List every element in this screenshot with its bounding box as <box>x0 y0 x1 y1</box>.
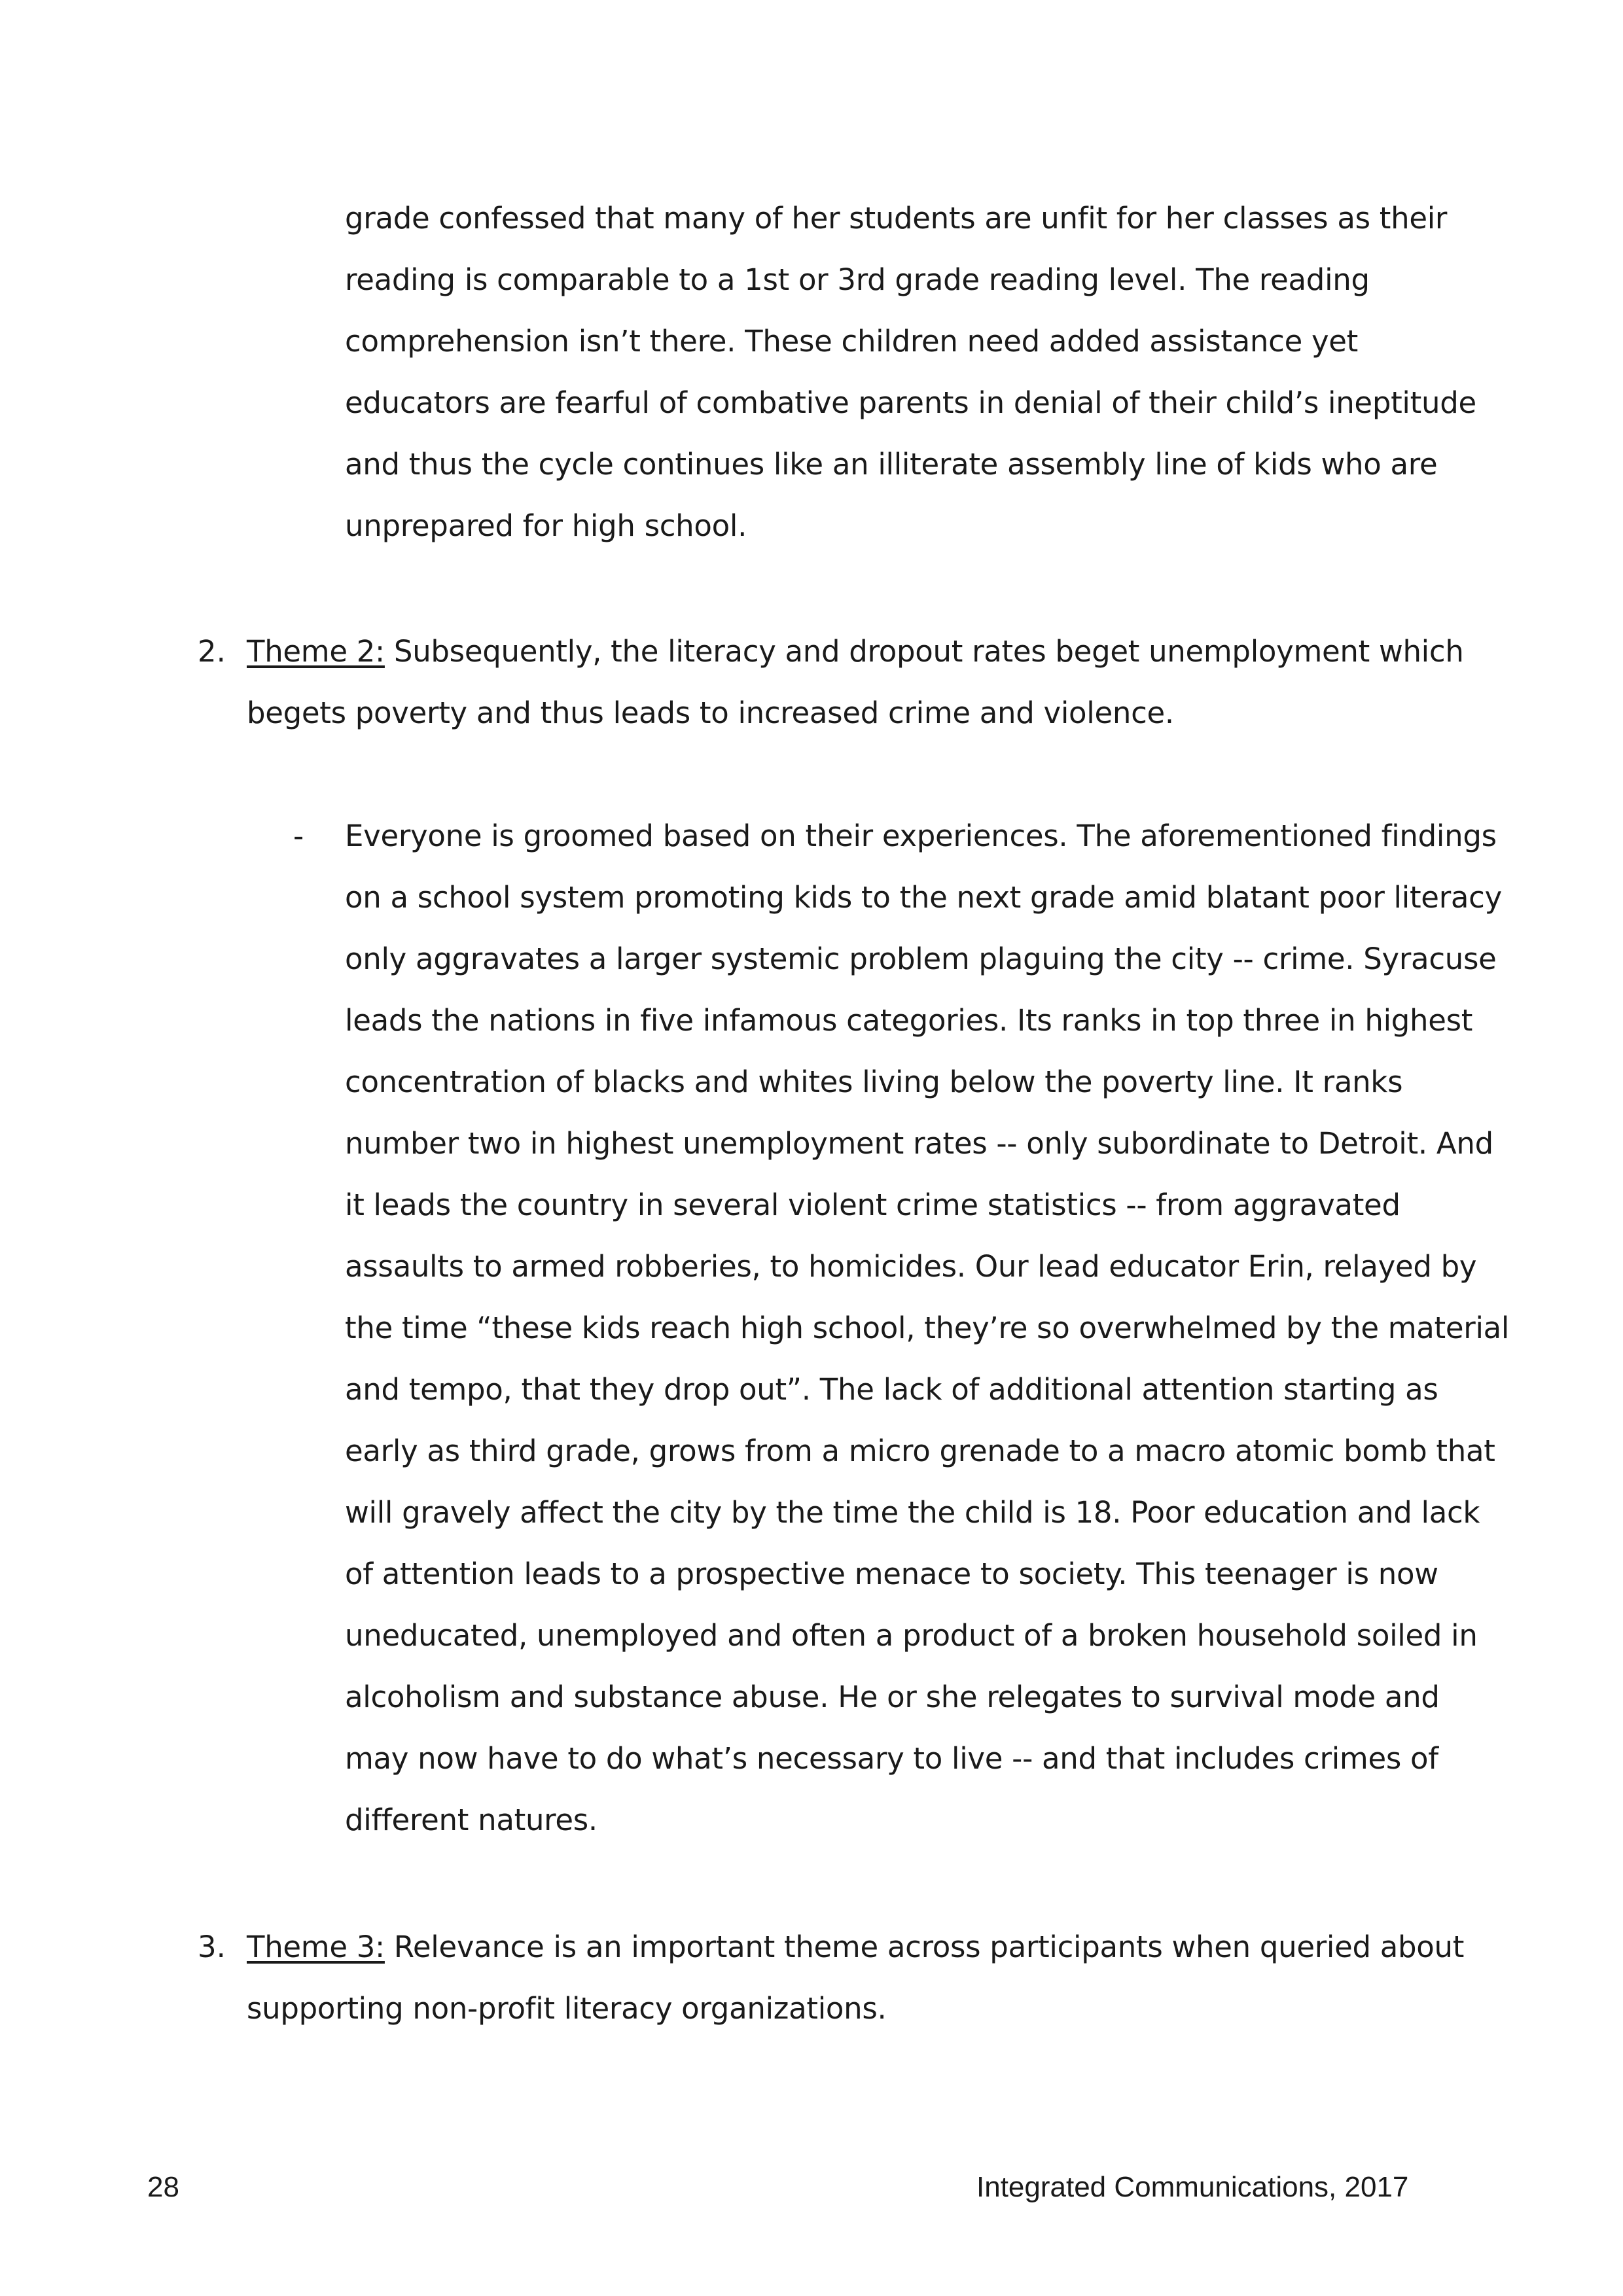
theme-3-item <box>247 1916 1490 2040</box>
continuation-paragraph: grade confessed that many of her students are unfit for her classes as their reading is comparable to a 1st or 3rd grade reading level. The reading comprehension isn’t there. These children need added assistance yet educators are fearful of combative parents in denial of their child’s ineptitude and thus the cycle continues like an illiterate assembly line of kids who are unprepared for high school. <box>345 201 1476 543</box>
list-number-2: 2. <box>198 634 226 669</box>
theme-2-text: Subsequently, the literacy and dropout rates beget unemployment which begets poverty and thus leads to increased crime and violence. <box>247 634 1464 730</box>
bullet-paragraph: Everyone is groomed based on their experiences. The aforementioned findings on a school system promoting kids to the next grade amid blatant poor literacy only aggravates a larger systemic problem plaguing the city -- crime. Syracuse leads the nations in five infamous categories. Its ranks in top three in highest concentration of blacks and whites living below the poverty line. It ranks number two in highest unemployment rates -- only subordinate to Detroit. And it leads the country in several violent crime statistics -- from aggravated assaults to armed robberies, to homicides. Our lead educator Erin, relayed by the time “these kids reach high school, they’re so overwhelmed by the material and tempo, that they drop out”. The lack of additional attention starting as early as third grade, grows from a micro grenade to a macro atomic bomb that will gravely affect the city by the time the child is 18. Poor education and lack of attention leads to a prospective menace to society. This teenager is now uneducated, unemployed and often a product of a broken household soiled in alcoholism and substance abuse. He or she relegates to survival mode and may now have to do what’s necessary to live -- and that includes crimes of different natures. <box>345 819 1510 1837</box>
footer-title: Integrated Communications, 2017 <box>976 2171 1409 2203</box>
theme-2-item <box>247 621 1490 744</box>
theme-3-text: Relevance is an important theme across participants when queried about supporting non-profit literacy organizations. <box>247 1930 1465 2026</box>
list-number-3: 3. <box>198 1930 226 1964</box>
theme-3-label: Theme 3: <box>247 1930 385 1964</box>
theme-2-label: Theme 2: <box>247 634 385 669</box>
page-number: 28 <box>147 2171 179 2203</box>
bullet-dash: - <box>293 819 304 853</box>
